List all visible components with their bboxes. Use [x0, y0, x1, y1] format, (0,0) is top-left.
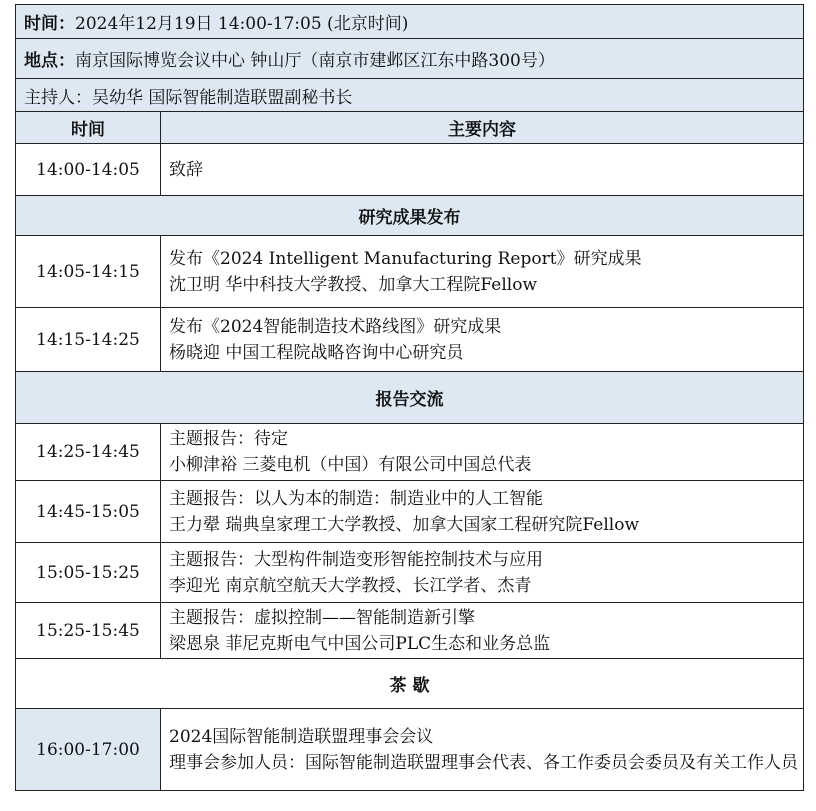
section-break-title: 茶 歇 — [16, 659, 804, 709]
section-reports-title: 报告交流 — [16, 372, 804, 424]
item-content — [161, 236, 804, 308]
item-speaker: 沈卫明 华中科技大学教授、加拿大工程院Fellow — [169, 274, 537, 295]
item-speaker: 小柳津裕 三菱电机（中国）有限公司中国总代表 — [169, 455, 532, 475]
agenda-row — [16, 236, 804, 308]
agenda-row — [16, 543, 804, 603]
item-title: 主题报告：虚拟控制——智能制造新引擎 — [169, 607, 475, 628]
item-content — [161, 481, 804, 543]
item-content — [161, 424, 804, 481]
item-title: 发布《2024 Intelligent Manufacturing Report》研究成果 — [169, 248, 642, 269]
final-content — [161, 709, 804, 791]
column-header-content: 主要内容 — [161, 112, 804, 144]
final-participants: 理事会参加人员：国际智能制造联盟理事会代表、各工作委员会委员及有关工作人员 — [169, 752, 798, 773]
section-reports-row — [16, 372, 804, 424]
column-header-time: 时间 — [16, 112, 161, 144]
item-time: 14:45-15:05 — [16, 481, 161, 543]
item-title: 主题报告：大型构件制造变形智能控制技术与应用 — [169, 549, 543, 570]
info-place-value: 南京国际博览会议中心 钟山厅（南京市建邺区江东中路300号） — [75, 51, 555, 71]
item-title: 主题报告：以人为本的制造：制造业中的人工智能 — [169, 488, 543, 509]
item-speaker: 梁恩泉 菲尼克斯电气中国公司PLC生态和业务总监 — [169, 633, 551, 654]
item-speaker: 李迎光 南京航空航天大学教授、长江学者、杰青 — [169, 575, 532, 596]
info-place-cell — [16, 39, 804, 79]
item-speaker: 王力翚 瑞典皇家理工大学教授、加拿大国家工程研究院Fellow — [169, 514, 639, 535]
column-header-row — [16, 112, 804, 144]
opening-content: 致辞 — [161, 144, 804, 196]
item-content — [161, 603, 804, 659]
item-time: 15:05-15:25 — [16, 543, 161, 603]
final-time: 16:00-17:00 — [16, 709, 161, 791]
item-speaker: 杨晓迎 中国工程院战略咨询中心研究员 — [169, 342, 464, 363]
item-time: 14:15-14:25 — [16, 308, 161, 372]
info-place-label: 地点： — [24, 51, 75, 71]
item-content — [161, 543, 804, 603]
agenda-row — [16, 308, 804, 372]
info-time-row — [16, 5, 804, 39]
info-time-cell — [16, 5, 804, 39]
section-research-row — [16, 196, 804, 236]
info-place-row — [16, 39, 804, 79]
final-row — [16, 709, 804, 791]
item-title: 发布《2024智能制造技术路线图》研究成果 — [169, 316, 502, 337]
opening-row — [16, 144, 804, 196]
info-host-row — [16, 79, 804, 112]
section-break-row — [16, 659, 804, 709]
item-time: 14:25-14:45 — [16, 424, 161, 481]
agenda-table — [15, 4, 804, 791]
agenda-row — [16, 424, 804, 481]
section-research-title: 研究成果发布 — [16, 196, 804, 236]
agenda-row — [16, 481, 804, 543]
final-title: 2024国际智能制造联盟理事会会议 — [169, 726, 434, 747]
item-title: 主题报告：待定 — [169, 429, 288, 449]
info-host: 主持人：吴幼华 国际智能制造联盟副秘书长 — [16, 79, 804, 112]
item-time: 15:25-15:45 — [16, 603, 161, 659]
info-time-label: 时间： — [24, 14, 75, 34]
opening-time: 14:00-14:05 — [16, 144, 161, 196]
item-time: 14:05-14:15 — [16, 236, 161, 308]
agenda-document — [15, 4, 803, 791]
agenda-row — [16, 603, 804, 659]
info-time-value: 2024年12月19日 14:00-17:05 (北京时间) — [75, 14, 409, 34]
item-content — [161, 308, 804, 372]
